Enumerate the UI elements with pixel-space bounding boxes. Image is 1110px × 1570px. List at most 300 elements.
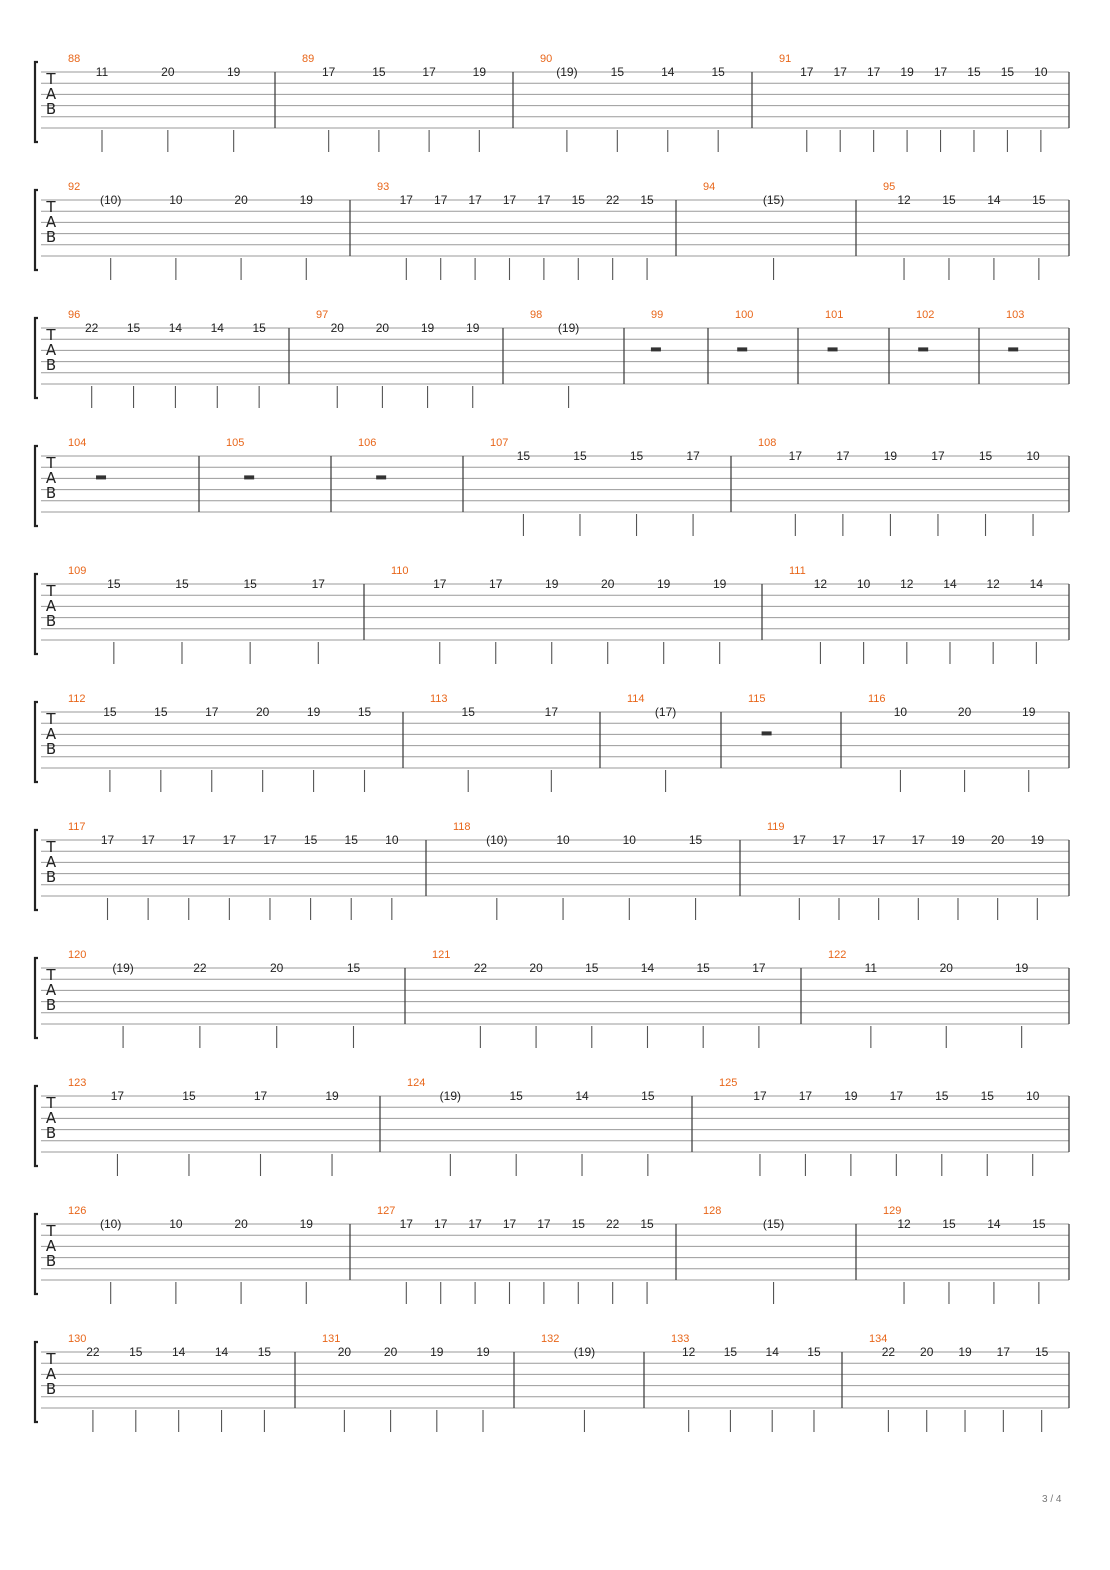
measure-number: 132: [541, 1333, 560, 1345]
fret-number: 15: [303, 833, 318, 847]
measure-number: 127: [377, 1205, 396, 1217]
fret-number: 22: [605, 1217, 620, 1231]
fret-number: 22: [473, 961, 488, 975]
fret-number: 19: [325, 1089, 339, 1103]
fret-number: 19: [951, 833, 965, 847]
measure: [748, 693, 772, 735]
fret-number: 15: [967, 65, 981, 79]
fret-number: 19: [306, 705, 321, 719]
fret-number: 15: [357, 705, 372, 719]
measure: [68, 821, 399, 920]
tab-clef-letter: T: [46, 582, 56, 600]
fret-number: (10): [100, 193, 122, 207]
measure: [68, 693, 372, 792]
fret-number: 20: [990, 833, 1005, 847]
fret-number: 20: [234, 193, 248, 207]
fret-number: 15: [182, 1089, 196, 1103]
fret-number: 22: [881, 1345, 896, 1359]
tab-clef-letter: B: [45, 1380, 57, 1398]
fret-number: 17: [434, 1217, 448, 1231]
fret-number: 15: [344, 833, 358, 847]
tab-clef-letter: T: [46, 326, 56, 344]
fret-number: 15: [629, 449, 644, 463]
fret-number: 19: [466, 321, 480, 335]
measure-number: 119: [767, 821, 785, 833]
fret-number: (19): [556, 65, 578, 79]
tab-clef-letter: B: [45, 100, 57, 118]
fret-number: 15: [1000, 65, 1015, 79]
fret-number: 19: [299, 1217, 313, 1231]
fret-number: 10: [169, 1217, 183, 1231]
measure-number: 102: [916, 309, 935, 321]
fret-number: 19: [900, 65, 914, 79]
fret-number: 14: [210, 321, 224, 335]
measure-number: 93: [377, 181, 390, 193]
fret-number: 14: [168, 321, 183, 335]
measure: [430, 693, 558, 792]
fret-number: 20: [383, 1345, 398, 1359]
measure-number: 129: [883, 1205, 902, 1217]
fret-number: 15: [640, 1217, 654, 1231]
fret-number: 17: [931, 449, 945, 463]
measure-number: 113: [430, 693, 448, 705]
fret-number: 15: [175, 577, 189, 591]
half-rest: [96, 475, 106, 479]
measure-number: 117: [68, 821, 86, 833]
fret-number: 11: [95, 65, 109, 79]
fret-number: 17: [263, 833, 277, 847]
fret-number: 20: [375, 321, 390, 335]
measure: [316, 309, 480, 408]
fret-number: 17: [253, 1089, 268, 1103]
fret-number: (15): [762, 1217, 785, 1231]
fret-number: 14: [1029, 577, 1044, 591]
half-rest: [651, 347, 661, 351]
fret-number: 22: [193, 961, 207, 975]
fret-number: 15: [641, 1089, 655, 1103]
measure: [868, 693, 1036, 792]
fret-number: 17: [489, 577, 503, 591]
fret-number: 17: [788, 449, 803, 463]
fret-number: 19: [1022, 705, 1036, 719]
measure-number: 111: [789, 565, 806, 577]
fret-number: 17: [468, 1217, 482, 1231]
measure: [541, 1333, 595, 1432]
fret-number: 19: [430, 1345, 444, 1359]
system-bracket: [35, 190, 38, 270]
tab-clef-letter: B: [45, 868, 57, 886]
fret-number: 10: [556, 833, 570, 847]
tab-clef-letter: T: [46, 198, 56, 216]
measure: [453, 821, 703, 920]
tab-clef-letter: A: [45, 597, 57, 615]
fret-number: 20: [601, 577, 615, 591]
fret-number: 14: [987, 193, 1001, 207]
fret-number: 10: [1026, 1089, 1040, 1103]
tab-system: [35, 949, 1069, 1048]
fret-number: 15: [942, 1217, 956, 1231]
measure: [703, 1205, 784, 1304]
system-bracket: [35, 1342, 38, 1422]
fret-number: 15: [711, 65, 725, 79]
fret-number: 19: [472, 65, 487, 79]
fret-number: 17: [933, 65, 948, 79]
fret-number: 20: [270, 961, 284, 975]
fret-number: 17: [537, 193, 551, 207]
fret-number: 15: [571, 1217, 585, 1231]
fret-number: 17: [996, 1345, 1011, 1359]
fret-number: 15: [154, 705, 168, 719]
half-rest: [828, 347, 838, 351]
measure: [916, 309, 934, 351]
fret-number: 10: [622, 833, 636, 847]
half-rest: [376, 475, 386, 479]
measure-number: 107: [490, 437, 509, 449]
half-rest: [244, 475, 254, 479]
measure-number: 130: [68, 1333, 87, 1345]
fret-number: (17): [654, 705, 677, 719]
measure-number: 118: [453, 821, 471, 833]
tab-clef-letter: A: [45, 213, 57, 231]
tab-clef-letter: B: [45, 996, 57, 1014]
tab-system: [35, 821, 1069, 920]
measure-number: 121: [432, 949, 451, 961]
tab-clef-letter: T: [46, 966, 56, 984]
measure: [651, 309, 663, 351]
fret-number: 17: [502, 193, 517, 207]
fret-number: 12: [681, 1345, 696, 1359]
fret-number: 14: [661, 65, 675, 79]
fret-number: 10: [893, 705, 908, 719]
system-bracket: [35, 1214, 38, 1294]
measure-number: 106: [358, 437, 377, 449]
tab-clef-letter: B: [45, 1124, 57, 1142]
measure-number: 105: [226, 437, 245, 449]
fret-number: 17: [433, 577, 447, 591]
measure-number: 108: [758, 437, 777, 449]
fret-number: 20: [939, 961, 953, 975]
fret-number: 17: [141, 833, 155, 847]
measure-number: 125: [719, 1077, 738, 1089]
measure-number: 114: [627, 693, 645, 705]
measure-number: 131: [322, 1333, 341, 1345]
half-rest: [918, 347, 928, 351]
tab-clef-letter: B: [45, 484, 57, 502]
measure-number: 96: [68, 309, 81, 321]
fret-number: 15: [509, 1089, 523, 1103]
measure-number: 120: [68, 949, 87, 961]
measure-number: 98: [530, 309, 543, 321]
fret-number: 19: [657, 577, 671, 591]
measure-number: 101: [825, 309, 844, 321]
fret-number: 17: [205, 705, 219, 719]
system-bracket: [35, 958, 38, 1038]
fret-number: 12: [897, 193, 911, 207]
fret-number: 15: [980, 1089, 994, 1103]
tab-system: [35, 309, 1069, 408]
measure-number: 89: [302, 53, 315, 65]
measure-number: 128: [703, 1205, 722, 1217]
fret-number: 20: [920, 1345, 934, 1359]
fret-number: 19: [958, 1345, 972, 1359]
measure-number: 99: [651, 309, 664, 321]
measure: [322, 1333, 490, 1432]
fret-number: 17: [836, 449, 850, 463]
fret-number: 14: [943, 577, 957, 591]
fret-number: 17: [311, 577, 325, 591]
fret-number: 20: [161, 65, 175, 79]
tab-clef-letter: A: [45, 85, 57, 103]
tab-clef-letter: B: [45, 1252, 57, 1270]
fret-number: 14: [640, 961, 655, 975]
tab-clef-letter: B: [45, 740, 57, 758]
tab-clef-letter: B: [45, 356, 57, 374]
fret-number: 15: [126, 321, 141, 335]
measure-number: 94: [703, 181, 716, 193]
fret-number: 17: [832, 833, 846, 847]
fret-number: 15: [243, 577, 257, 591]
fret-number: 17: [502, 1217, 517, 1231]
fret-number: (19): [573, 1345, 596, 1359]
system-bracket: [35, 574, 38, 654]
fret-number: 14: [765, 1345, 779, 1359]
measure: [432, 949, 766, 1048]
measure: [767, 821, 1044, 920]
fret-number: 20: [957, 705, 972, 719]
tab-clef-letter: T: [46, 1094, 56, 1112]
fret-number: 17: [110, 1089, 125, 1103]
fret-number: 17: [753, 1089, 767, 1103]
measure: [703, 181, 784, 280]
measure: [883, 181, 1046, 280]
fret-number: 17: [792, 833, 806, 847]
tab-clef-letter: T: [46, 1222, 56, 1240]
fret-number: 19: [1014, 961, 1029, 975]
tab-clef-letter: T: [46, 838, 56, 856]
fret-number: 12: [897, 1217, 911, 1231]
fret-number: 20: [234, 1217, 248, 1231]
fret-number: 17: [800, 65, 814, 79]
fret-number: 19: [1030, 833, 1045, 847]
measure-number: 92: [68, 181, 81, 193]
fret-number: 15: [723, 1345, 738, 1359]
fret-number: (15): [762, 193, 785, 207]
tab-clef-letter: B: [45, 612, 57, 630]
fret-number: 17: [866, 65, 881, 79]
fret-number: (19): [439, 1089, 462, 1103]
fret-number: 15: [129, 1345, 143, 1359]
tab-clef-letter: T: [46, 454, 56, 472]
half-rest: [762, 731, 772, 735]
fret-number: 10: [169, 193, 183, 207]
measure: [828, 949, 1029, 1048]
fret-number: 15: [942, 193, 956, 207]
fret-number: 15: [1034, 1345, 1049, 1359]
measure-number: 95: [883, 181, 896, 193]
fret-number: 12: [813, 577, 828, 591]
fret-number: 17: [686, 449, 700, 463]
fret-number: 15: [103, 705, 117, 719]
measure: [68, 1333, 271, 1432]
half-rest: [1008, 347, 1018, 351]
fret-number: 15: [978, 449, 993, 463]
measure-number: 115: [748, 693, 766, 705]
fret-number: 17: [321, 65, 336, 79]
measure-number: 116: [868, 693, 886, 705]
fret-number: (10): [486, 833, 508, 847]
measure-number: 97: [316, 309, 329, 321]
fret-number: 15: [461, 705, 475, 719]
measure: [68, 1077, 339, 1176]
fret-number: 22: [86, 1345, 100, 1359]
fret-number: 17: [422, 65, 436, 79]
fret-number: 15: [1032, 1217, 1046, 1231]
measure: [825, 309, 843, 351]
tab-clef-letter: T: [46, 1350, 56, 1368]
fret-number: 15: [573, 449, 587, 463]
fret-number: 22: [605, 193, 620, 207]
fret-number: 17: [537, 1217, 551, 1231]
fret-number: 15: [252, 321, 266, 335]
measure-number: 109: [68, 565, 87, 577]
tab-clef-letter: A: [45, 853, 57, 871]
fret-number: 17: [468, 193, 482, 207]
measure-number: 104: [68, 437, 87, 449]
tab-clef-letter: A: [45, 725, 57, 743]
fret-number: 15: [571, 193, 585, 207]
fret-number: 14: [214, 1345, 229, 1359]
tab-system: [35, 1333, 1069, 1432]
tab-system: [35, 1077, 1069, 1176]
fret-number: 17: [100, 833, 115, 847]
fret-number: 17: [798, 1089, 813, 1103]
fret-number: 20: [529, 961, 543, 975]
fret-number: 14: [171, 1345, 186, 1359]
measure-number: 110: [391, 565, 409, 577]
measure-number: 124: [407, 1077, 426, 1089]
fret-number: 15: [610, 65, 625, 79]
measure-number: 126: [68, 1205, 87, 1217]
fret-number: 19: [476, 1345, 490, 1359]
tab-clef-letter: A: [45, 469, 57, 487]
fret-number: 10: [856, 577, 871, 591]
tab-system: [35, 565, 1069, 664]
tab-clef-letter: T: [46, 710, 56, 728]
fret-number: 20: [330, 321, 344, 335]
measure: [391, 565, 727, 664]
system-bracket: [35, 446, 38, 526]
fret-number: 12: [986, 577, 1000, 591]
measure-number: 100: [735, 309, 754, 321]
measure: [789, 565, 1043, 664]
measure: [407, 1077, 655, 1176]
fret-number: 15: [257, 1345, 272, 1359]
fret-number: 15: [640, 193, 654, 207]
measure: [883, 1205, 1046, 1304]
measure-number: 134: [869, 1333, 888, 1345]
fret-number: 19: [226, 65, 241, 79]
measure: [719, 1077, 1040, 1176]
tab-clef-letter: A: [45, 1237, 57, 1255]
fret-number: 17: [833, 65, 847, 79]
measure: [779, 53, 1048, 152]
fret-number: 15: [1032, 193, 1046, 207]
measure: [68, 1205, 313, 1304]
measure: [226, 437, 254, 479]
fret-number: 19: [883, 449, 898, 463]
measure: [540, 53, 725, 152]
fret-number: 20: [255, 705, 270, 719]
measure: [377, 1205, 654, 1304]
measure: [68, 437, 106, 479]
measure: [758, 437, 1040, 536]
fret-number: (19): [112, 961, 134, 975]
fret-number: 20: [337, 1345, 352, 1359]
measure: [358, 437, 386, 479]
fret-number: 15: [688, 833, 703, 847]
fret-number: (10): [100, 1217, 122, 1231]
measure-number: 122: [828, 949, 847, 961]
fret-number: 17: [434, 193, 448, 207]
tab-system: [35, 1205, 1069, 1304]
fret-number: 17: [544, 705, 559, 719]
fret-number: 17: [182, 833, 196, 847]
tab-system: [35, 53, 1069, 152]
measure: [530, 309, 579, 408]
measure-number: 90: [540, 53, 553, 65]
fret-number: 15: [107, 577, 121, 591]
fret-number: 15: [585, 961, 599, 975]
measure-number: 88: [68, 53, 81, 65]
fret-number: 19: [545, 577, 559, 591]
measure: [68, 181, 313, 280]
measure: [869, 1333, 1049, 1432]
fret-number: 17: [752, 961, 766, 975]
measure: [735, 309, 753, 351]
fret-number: 14: [575, 1089, 589, 1103]
tab-clef-letter: B: [45, 228, 57, 246]
tab-clef-letter: A: [45, 1109, 57, 1127]
tab-system: [35, 181, 1069, 280]
measure: [68, 53, 241, 152]
fret-number: 17: [399, 193, 413, 207]
fret-number: 17: [222, 833, 237, 847]
system-bracket: [35, 62, 38, 142]
half-rest: [737, 347, 747, 351]
tab-system: [35, 437, 1069, 536]
fret-number: 10: [1026, 449, 1040, 463]
measure-number: 103: [1006, 309, 1025, 321]
measure: [377, 181, 654, 280]
fret-number: 19: [712, 577, 727, 591]
system-bracket: [35, 830, 38, 910]
fret-number: 17: [911, 833, 925, 847]
fret-number: 19: [420, 321, 435, 335]
fret-number: 17: [889, 1089, 904, 1103]
fret-number: 10: [385, 833, 399, 847]
measure: [1006, 309, 1024, 351]
fret-number: 10: [1034, 65, 1048, 79]
fret-number: 15: [696, 961, 710, 975]
system-bracket: [35, 1086, 38, 1166]
measure: [671, 1333, 821, 1432]
measure-number: 112: [68, 693, 86, 705]
fret-number: 15: [807, 1345, 821, 1359]
tab-clef-letter: A: [45, 981, 57, 999]
tab-clef-letter: T: [46, 70, 56, 88]
tab-clef-letter: A: [45, 1365, 57, 1383]
measure: [68, 949, 360, 1048]
